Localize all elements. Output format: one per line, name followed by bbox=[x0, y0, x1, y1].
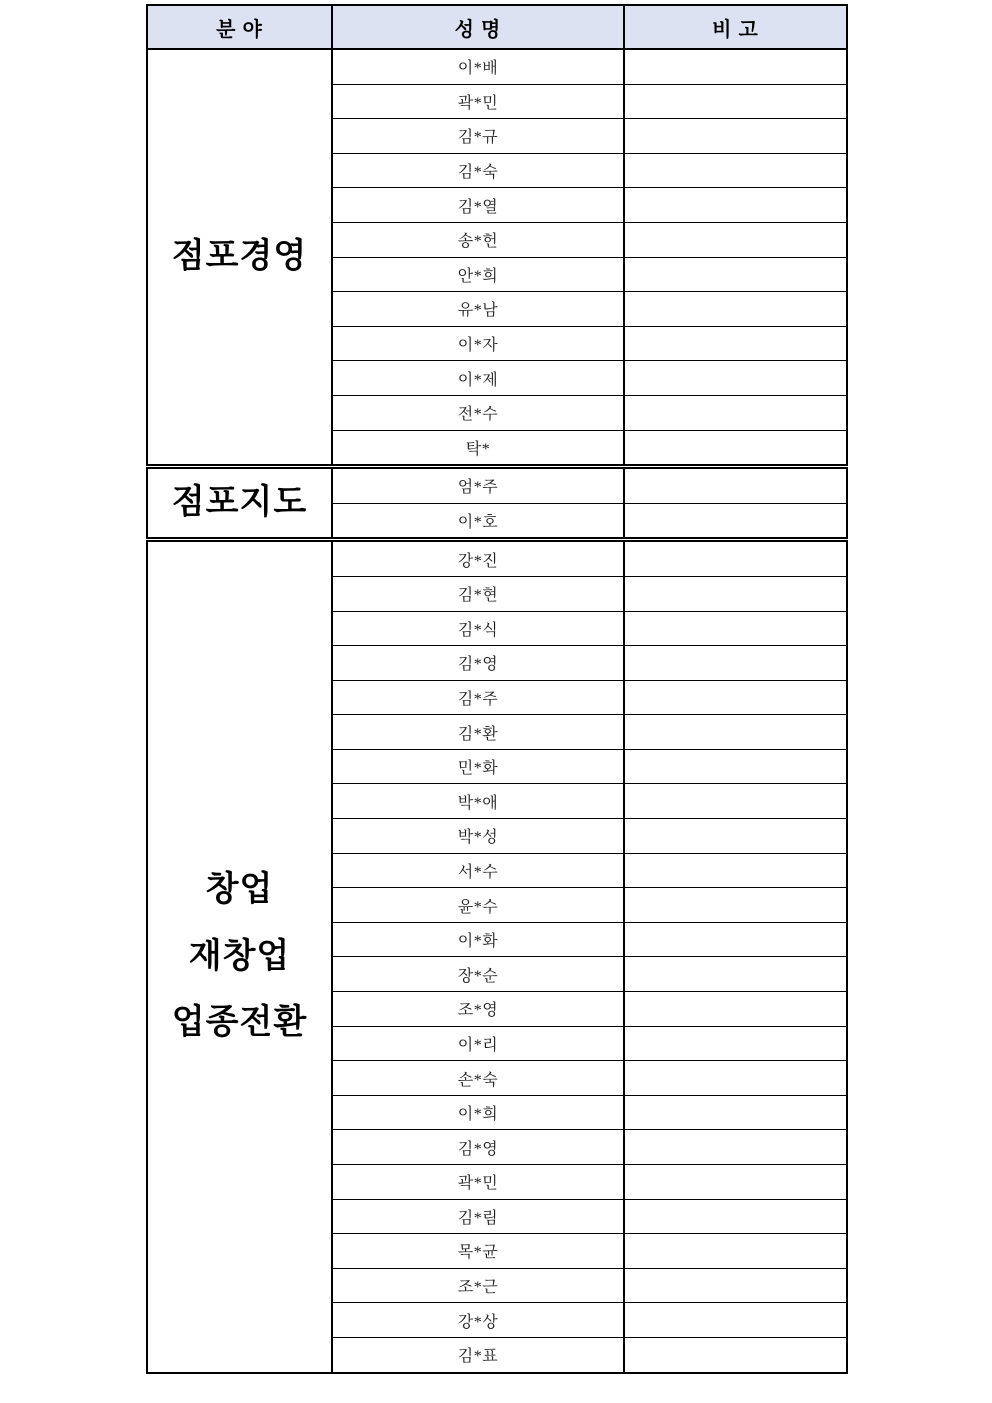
remark-cell bbox=[624, 1234, 847, 1269]
remark-cell bbox=[624, 153, 847, 188]
field-category-label: 창업 bbox=[205, 871, 274, 909]
col-header-remark: 비 고 bbox=[624, 5, 847, 49]
remark-cell bbox=[624, 576, 847, 611]
remark-cell bbox=[624, 1268, 847, 1303]
name-cell: 곽*민 bbox=[332, 84, 624, 119]
remark-cell bbox=[624, 292, 847, 327]
name-cell: 이*배 bbox=[332, 49, 624, 84]
name-cell: 김*영 bbox=[332, 1130, 624, 1165]
remark-cell bbox=[624, 1061, 847, 1096]
name-cell: 조*근 bbox=[332, 1268, 624, 1303]
roster-section bbox=[147, 49, 847, 467]
name-cell: 김*림 bbox=[332, 1199, 624, 1234]
name-cell: 김*영 bbox=[332, 646, 624, 681]
name-cell: 김*숙 bbox=[332, 153, 624, 188]
name-cell: 곽*민 bbox=[332, 1165, 624, 1200]
field-category-label: 점포경영 bbox=[171, 237, 308, 275]
remark-cell bbox=[624, 819, 847, 854]
remark-cell bbox=[624, 646, 847, 681]
remark-cell bbox=[624, 992, 847, 1027]
remark-cell bbox=[624, 888, 847, 923]
field-category-label: 업종전환 bbox=[171, 1004, 308, 1042]
roster-section bbox=[147, 540, 847, 1373]
remark-cell bbox=[624, 222, 847, 257]
table-row bbox=[147, 540, 847, 577]
name-cell: 윤*수 bbox=[332, 888, 624, 923]
table-header-row bbox=[147, 5, 847, 49]
field-category-cell bbox=[147, 49, 332, 467]
table-row bbox=[147, 49, 847, 84]
name-cell: 전*수 bbox=[332, 395, 624, 430]
name-cell: 안*희 bbox=[332, 257, 624, 292]
remark-cell bbox=[624, 503, 847, 540]
name-cell: 박*성 bbox=[332, 819, 624, 854]
table-row bbox=[147, 467, 847, 504]
field-category-label: 재창업 bbox=[188, 937, 291, 975]
name-cell: 김*표 bbox=[332, 1337, 624, 1372]
remark-cell bbox=[624, 361, 847, 396]
field-category-cell bbox=[147, 540, 332, 1373]
remark-cell bbox=[624, 430, 847, 467]
name-cell: 이*희 bbox=[332, 1095, 624, 1130]
remark-cell bbox=[624, 749, 847, 784]
remark-cell bbox=[624, 1165, 847, 1200]
remark-cell bbox=[624, 680, 847, 715]
name-cell: 서*수 bbox=[332, 853, 624, 888]
name-cell: 강*상 bbox=[332, 1303, 624, 1338]
name-cell: 김*열 bbox=[332, 188, 624, 223]
roster-table bbox=[146, 4, 848, 1374]
remark-cell bbox=[624, 395, 847, 430]
remark-cell bbox=[624, 1130, 847, 1165]
remark-cell bbox=[624, 1303, 847, 1338]
remark-cell bbox=[624, 1095, 847, 1130]
name-cell: 탁* bbox=[332, 430, 624, 467]
name-cell: 강*진 bbox=[332, 540, 624, 577]
remark-cell bbox=[624, 1026, 847, 1061]
name-cell: 이*화 bbox=[332, 922, 624, 957]
field-category-cell bbox=[147, 467, 332, 540]
name-cell: 김*환 bbox=[332, 715, 624, 750]
name-cell: 엄*주 bbox=[332, 467, 624, 504]
name-cell: 손*숙 bbox=[332, 1061, 624, 1096]
remark-cell bbox=[624, 784, 847, 819]
remark-cell bbox=[624, 326, 847, 361]
remark-cell bbox=[624, 188, 847, 223]
remark-cell bbox=[624, 853, 847, 888]
remark-cell bbox=[624, 119, 847, 154]
roster-section bbox=[147, 467, 847, 540]
name-cell: 장*순 bbox=[332, 957, 624, 992]
remark-cell bbox=[624, 922, 847, 957]
remark-cell bbox=[624, 611, 847, 646]
name-cell: 이*자 bbox=[332, 326, 624, 361]
remark-cell bbox=[624, 715, 847, 750]
name-cell: 이*호 bbox=[332, 503, 624, 540]
name-cell: 조*영 bbox=[332, 992, 624, 1027]
name-cell: 박*애 bbox=[332, 784, 624, 819]
remark-cell bbox=[624, 84, 847, 119]
remark-cell bbox=[624, 49, 847, 84]
field-category-label: 점포지도 bbox=[171, 484, 308, 522]
remark-cell bbox=[624, 540, 847, 577]
name-cell: 이*제 bbox=[332, 361, 624, 396]
remark-cell bbox=[624, 1337, 847, 1372]
name-cell: 목*균 bbox=[332, 1234, 624, 1269]
name-cell: 유*남 bbox=[332, 292, 624, 327]
name-cell: 송*헌 bbox=[332, 222, 624, 257]
name-cell: 김*식 bbox=[332, 611, 624, 646]
remark-cell bbox=[624, 467, 847, 504]
col-header-field: 분 야 bbox=[147, 5, 332, 49]
remark-cell bbox=[624, 1199, 847, 1234]
name-cell: 김*주 bbox=[332, 680, 624, 715]
col-header-name: 성 명 bbox=[332, 5, 624, 49]
name-cell: 민*화 bbox=[332, 749, 624, 784]
remark-cell bbox=[624, 257, 847, 292]
name-cell: 김*현 bbox=[332, 576, 624, 611]
name-cell: 이*리 bbox=[332, 1026, 624, 1061]
remark-cell bbox=[624, 957, 847, 992]
name-cell: 김*규 bbox=[332, 119, 624, 154]
